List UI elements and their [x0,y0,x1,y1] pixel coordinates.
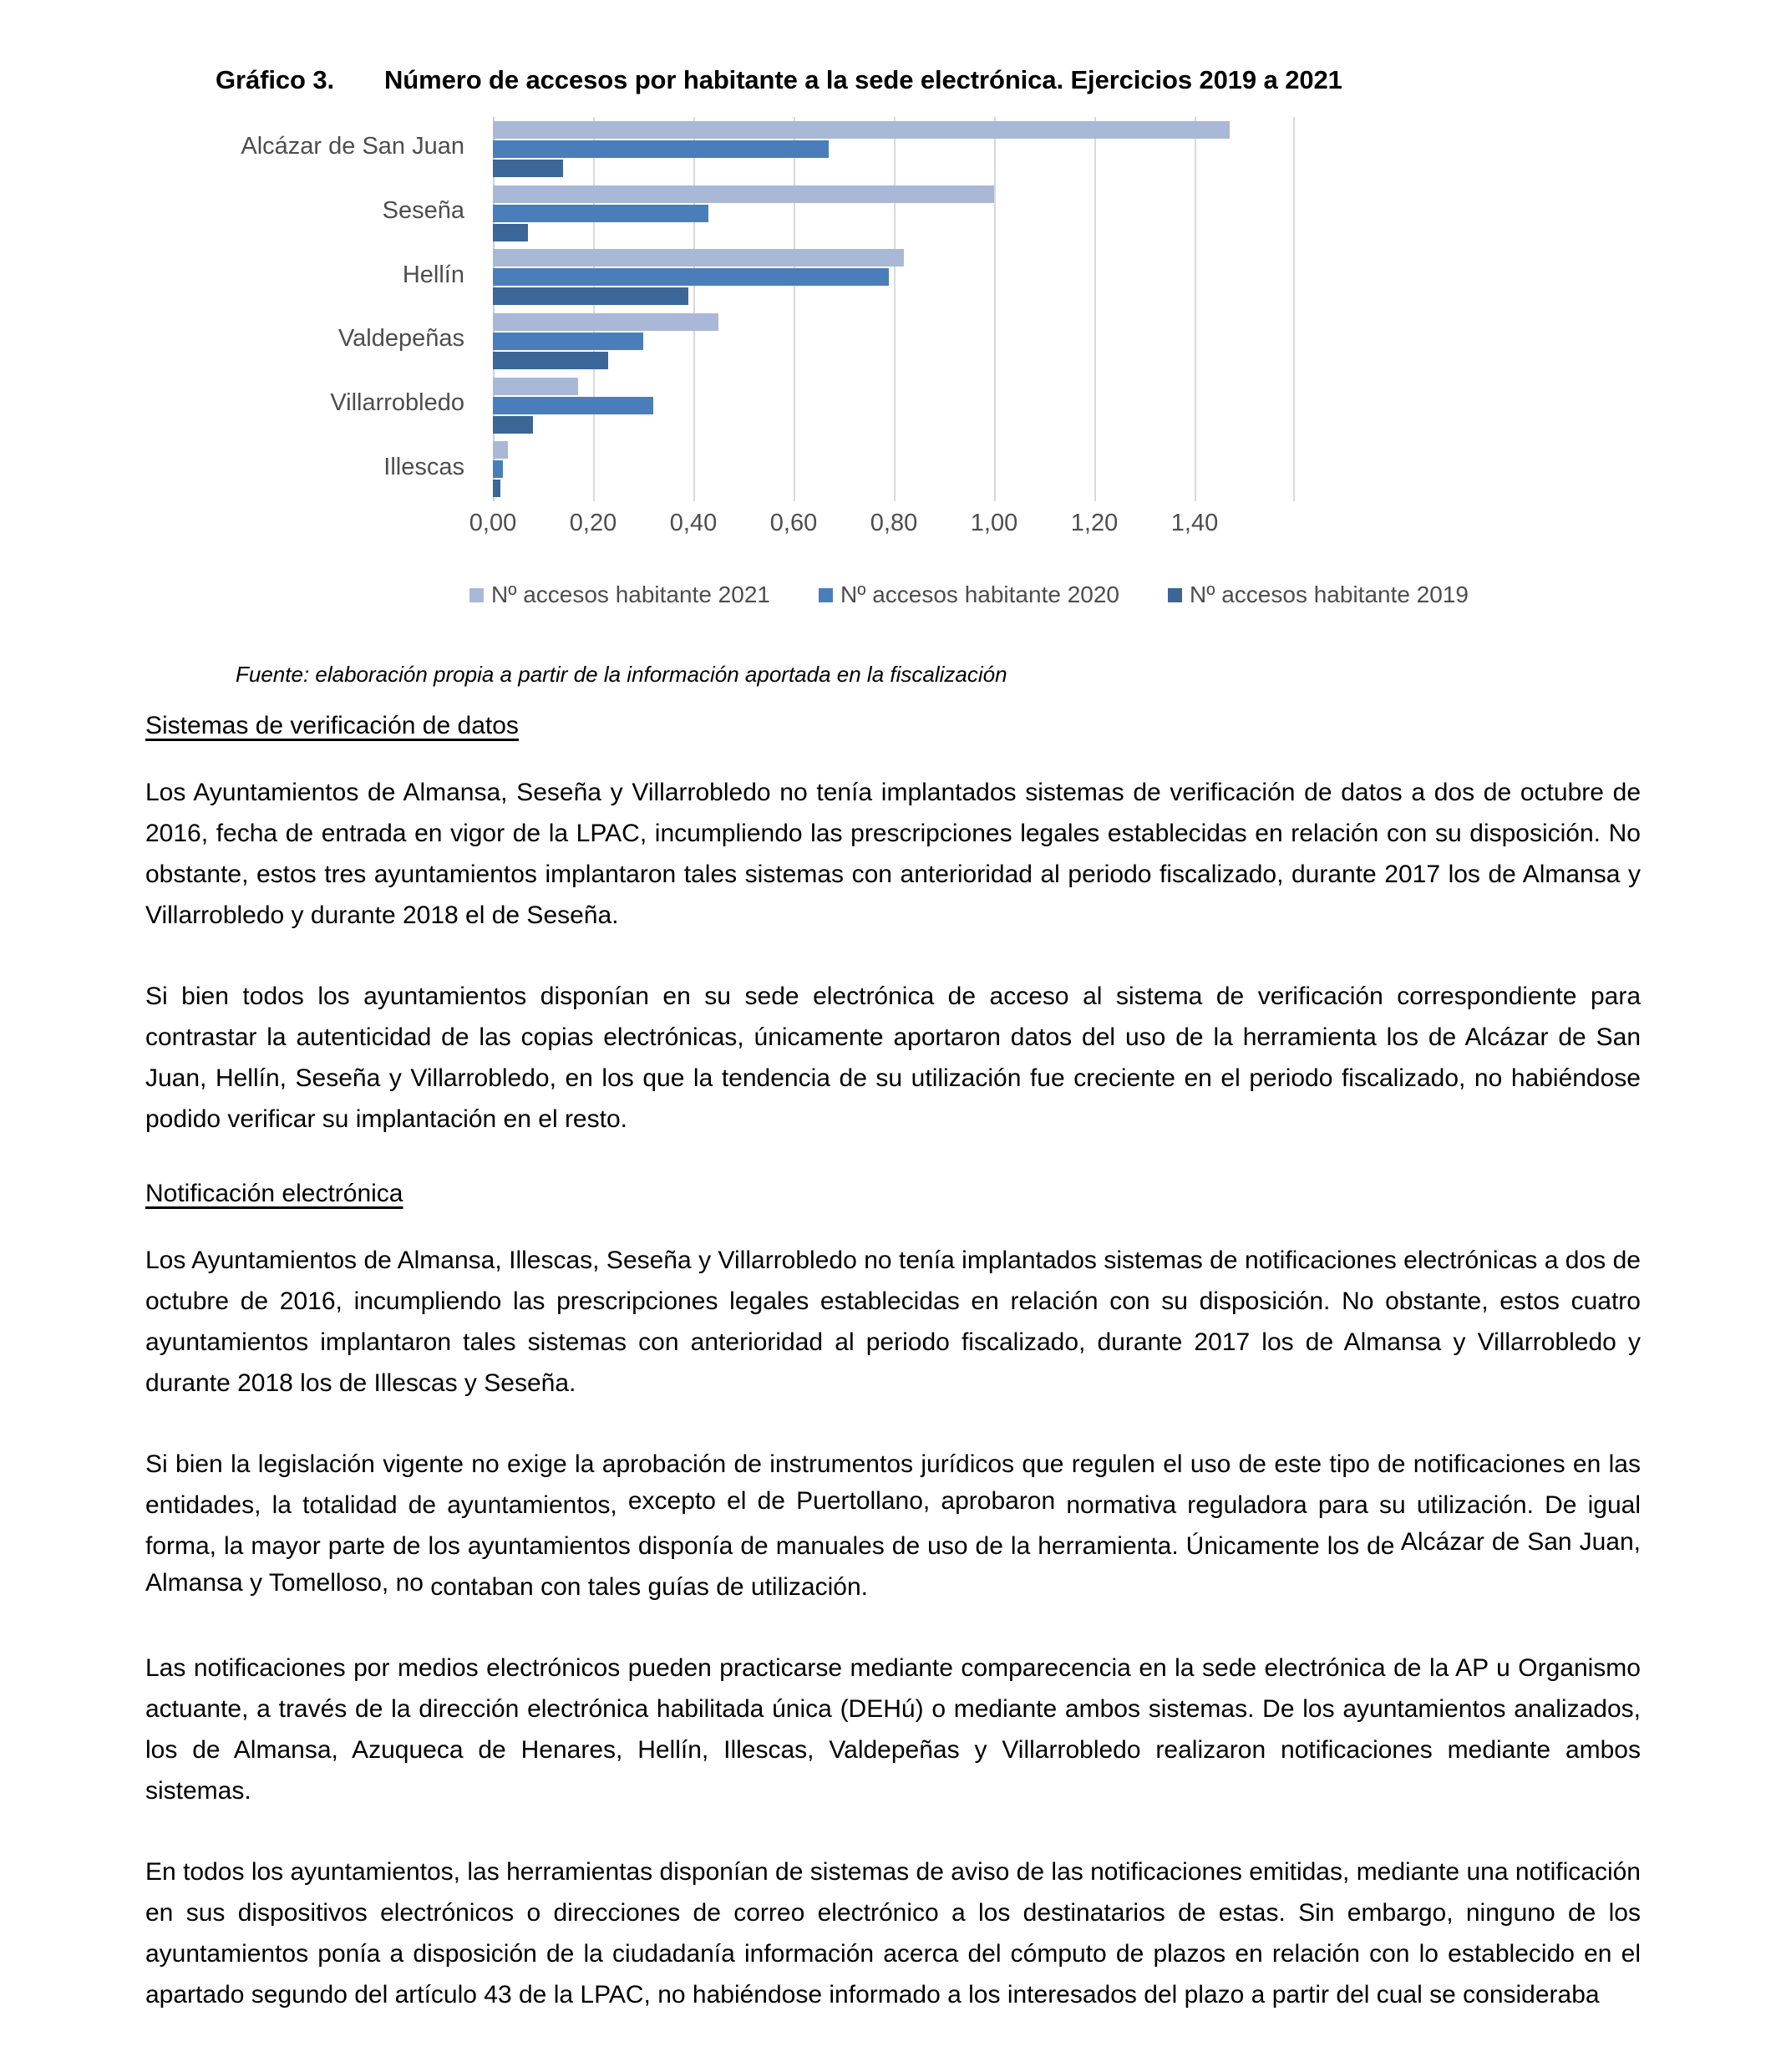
figure-title [216,65,1569,95]
paragraph-closing-1: Las notificaciones por medios electrónicos pueden practicarse mediante comparecencia en la sede electrónica de la AP u Organismo actuante, a través de la dirección electrónica habilitada única (DEHú) o mediante ambos sistemas. De los ayuntamientos analizados, los de Almansa, Azuqueca de Henares, Hellín, Illescas, Valdepeñas y Villarrobledo realizaron notificaciones mediante ambos sistemas. [145,1654,1641,1805]
chart-bar [493,480,500,497]
chart-bar [493,441,508,459]
chart-gridline [1293,117,1295,501]
chart-category-label: Hellín [402,261,464,288]
figure-source-note: Fuente: elaboración propia a partir de la información aportada en la fiscalización [236,662,1007,687]
legend-swatch-icon [819,588,833,602]
chart-category-label: Seseña [382,197,464,224]
chart-bar [493,205,708,222]
chart-bar [493,287,688,305]
chart-gridline [593,117,595,501]
chart-bar [493,224,528,241]
chart-x-tick-label: 1,20 [1070,510,1119,536]
chart-bar [493,249,904,267]
chart-x-tick-label: 0,00 [469,510,517,536]
chart-x-tick-label: 0,40 [669,510,718,536]
section-heading-verificacion: Sistemas de verificación de datos [145,712,519,739]
chart-gridline [894,117,896,501]
chart-category-label: Illescas [383,453,464,480]
chart-bar [493,460,503,478]
chart-category-labels [184,117,476,501]
chart-legend-item[interactable] [469,581,770,608]
chart-bar [493,140,829,158]
chart-category-label: Villarrobledo [330,389,464,416]
chart-gridline [1195,117,1196,501]
chart-bar [493,268,889,286]
mixed-part-4: Alcázar de San Juan, Almansa y Tomelloso, no [145,1528,1641,1597]
chart-gridline [794,117,795,501]
chart-x-tick-label: 1,40 [1170,510,1219,536]
chart-bar [493,333,643,350]
legend-swatch-icon [469,588,484,602]
chart-bar [493,378,578,395]
bar-chart [184,117,1604,627]
mixed-part-1: Si bien la legislación vigente no exige la aprobación de instrumentos jurídicos que regulen el uso de este tipo de notificaciones en las entidades, la totalidad de ayuntamientos, [145,1450,1641,1519]
chart-legend-label: Nº accesos habitante 2021 [490,581,770,607]
chart-legend-item[interactable] [819,581,1119,608]
paragraph-closing-2: En todos los ayuntamientos, las herramientas disponían de sistemas de aviso de las notificaciones emitidas, mediante una notificación en sus dispositivos electrónicos o direcciones de correo electrónico a los destinatarios de estas. Sin embargo, ninguno de los ayuntamientos ponía a disposición de la ciudadanía información acerca del cómputo de plazos en relación con lo establecido en el apartado segundo del artículo 43 de la LPAC, no habiéndose informado a los interesados del plazo a partir del cual se consideraba [145,1858,1641,2009]
figure-number: Gráfico 3. [216,65,334,94]
chart-x-tick-label: 0,20 [569,510,617,536]
document-body [145,712,1641,2015]
mixed-part-3: normativa reguladora para su utilización. De igual forma, la mayor parte de los ayuntamientos disponía de manuales de uso de la herramienta. Únicamente los de [145,1491,1641,1560]
chart-bar [493,160,563,177]
chart-x-tick-label: 1,00 [970,510,1018,536]
chart-gridline [994,117,996,501]
paragraph-verificacion-2: Si bien todos los ayuntamientos disponían en su sede electrónica de acceso al sistema de verificación correspondiente para contrastar la autenticidad de las copias electrónicas, únicamente aportaron datos del uso de la herramienta los de Alcázar de San Juan, Hellín, Seseña y Villarrobledo, en los que la tendencia de su utilización fue creciente en el periodo fiscalizado, no habiéndose podido verificar su implantación en el resto. [145,983,1641,1133]
mixed-part-2: excepto el de Puertollano, aprobaron [627,1487,1056,1515]
section-notificacion [145,1180,1641,1240]
figure-caption: Número de accesos por habitante a la sede electrónica. Ejercicios 2019 a 2021 [384,65,1342,94]
chart-bar [493,397,653,414]
chart-x-tick-label: 0,80 [870,510,918,536]
chart-bar [493,121,1230,139]
chart-category-label: Valdepeñas [337,325,464,353]
paragraph-notificacion-1: Los Ayuntamientos de Almansa, Illescas, Seseña y Villarrobledo no tenía implantados sistemas de notificaciones electrónicas a dos de octubre de 2016, incumpliendo las prescripciones legales establecidas en relación con su disposición. No obstante, estos cuatro ayuntamientos implantaron tales sistemas con anterioridad al periodo fiscalizado, durante 2017 los de Almansa y Villarrobledo y durante 2018 los de Illescas y Seseña. [145,1247,1641,1397]
chart-bar [493,416,533,434]
chart-x-axis-ticks [469,510,1295,551]
chart-gridline [693,117,695,501]
chart-bar [493,313,718,331]
section-heading-notificacion: Notificación electrónica [145,1180,403,1207]
chart-legend [317,575,1621,615]
chart-gridline [1094,117,1096,501]
chart-x-tick-label: 0,60 [769,510,818,536]
chart-category-label: Alcázar de San Juan [241,133,464,160]
chart-bar [493,185,994,203]
chart-plot-area [493,117,1295,501]
chart-bar [493,352,608,369]
paragraph-verificacion-1: Los Ayuntamientos de Almansa, Seseña y Villarrobledo no tenía implantados sistemas de verificación de datos a dos de octubre de 2016, fecha de entrada en vigor de la LPAC, incumpliendo las prescripciones legales establecidas en relación con su disposición. No obstante, estos tres ayuntamientos implantaron tales sistemas con anterioridad al periodo fiscalizado, durante 2017 los de Almansa y Villarrobledo y durante 2018 el de Seseña. [145,779,1641,929]
chart-legend-item[interactable] [1168,581,1469,608]
chart-legend-label: Nº accesos habitante 2019 [1190,581,1469,607]
legend-swatch-icon [1168,588,1182,602]
chart-legend-label: Nº accesos habitante 2020 [840,581,1119,607]
mixed-part-5: contaban con tales guías de utilización. [430,1573,868,1601]
paragraph-mixed-size [145,1444,1641,1607]
section-verificacion [145,712,1641,772]
